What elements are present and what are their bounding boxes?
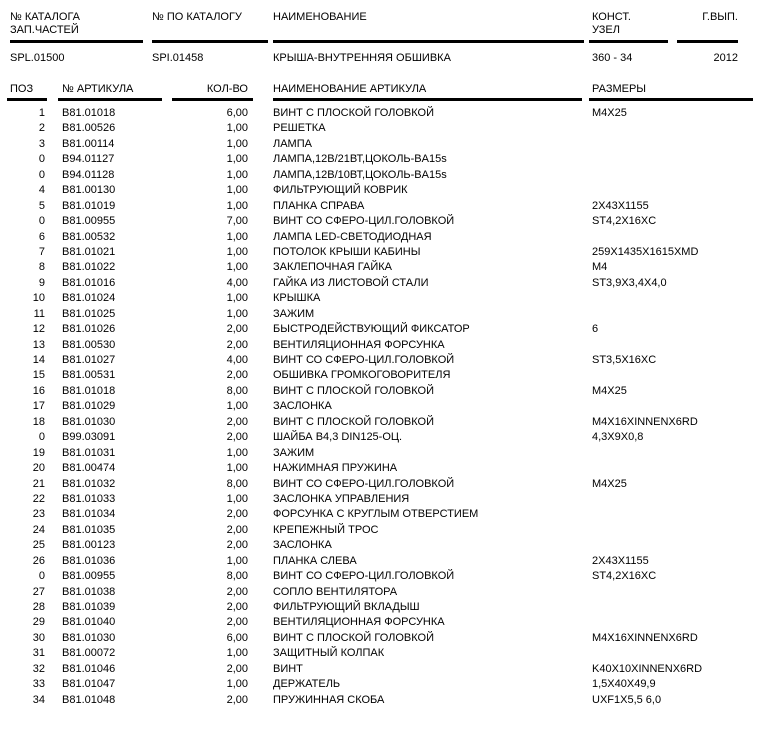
pos-cell: 19 <box>32 446 45 459</box>
item-name-cell: КРЕПЕЖНЫЙ ТРОС <box>273 523 379 536</box>
qty-cell: 1,00 <box>226 199 248 212</box>
table-row <box>0 137 769 152</box>
article-cell: B81.00530 <box>62 338 116 351</box>
table-row <box>0 368 769 383</box>
item-name-cell: ВИНТ СО СФЕРО-ЦИЛ.ГОЛОВКОЙ <box>273 477 455 490</box>
article-cell: B81.00532 <box>62 230 116 243</box>
pos-cell: 4 <box>38 184 45 197</box>
qty-cell: 1,00 <box>226 647 248 660</box>
size-cell: 2X43X1155 <box>592 554 649 567</box>
qty-cell: 2,00 <box>226 338 248 351</box>
divider <box>273 98 582 101</box>
table-row <box>0 569 769 584</box>
item-name-cell: ЗАКЛЕПОЧНАЯ ГАЙКА <box>273 261 392 274</box>
pos-cell: 13 <box>32 338 45 351</box>
qty-cell: 1,00 <box>226 492 248 505</box>
qty-cell: 2,00 <box>226 616 248 629</box>
qty-cell: 2,00 <box>226 662 248 675</box>
table-row <box>0 523 769 538</box>
pos-cell: 22 <box>32 492 45 505</box>
article-cell: B81.01035 <box>62 523 116 536</box>
article-cell: B81.00123 <box>62 539 116 552</box>
pos-cell: 11 <box>33 307 45 320</box>
pos-cell: 29 <box>32 616 45 629</box>
pos-cell: 30 <box>32 631 45 644</box>
item-name-cell: ПОТОЛОК КРЫШИ КАБИНЫ <box>273 245 421 258</box>
pos-cell: 18 <box>32 415 45 428</box>
size-cell: 4,3X9X0,8 <box>592 431 644 444</box>
qty-cell: 1,00 <box>226 245 248 258</box>
table-row <box>0 260 769 275</box>
qty-cell: 2,00 <box>226 323 248 336</box>
catalog-no-header-line2: ЗАП.ЧАСТЕЙ <box>10 23 79 36</box>
size-cell: M4X16XINNENX6RD <box>592 415 698 428</box>
qty-cell: 2,00 <box>226 601 248 613</box>
const-node-header-line1: КОНСТ. <box>592 11 631 23</box>
table-row <box>0 677 769 692</box>
qty-cell: 6,00 <box>226 107 248 119</box>
article-cell: B81.01048 <box>62 693 116 706</box>
pos-cell: 34 <box>32 693 45 706</box>
table-row <box>0 230 769 245</box>
article-cell: B94.01127 <box>62 153 115 166</box>
qty-cell: 2,00 <box>226 415 248 428</box>
article-cell: B81.00474 <box>62 462 116 475</box>
item-name-cell: ОБШИВКА ГРОМКОГОВОРИТЕЛЯ <box>273 369 451 382</box>
size-cell: M4X25 <box>592 107 627 119</box>
article-cell: B81.01021 <box>62 245 116 258</box>
item-name-cell: ДЕРЖАТЕЛЬ <box>273 678 341 691</box>
qty-cell: 2,00 <box>226 508 248 521</box>
size-cell: M4X25 <box>592 477 627 490</box>
qty-cell: 2,00 <box>226 369 248 382</box>
const-node-header <box>592 11 631 36</box>
pos-cell: 14 <box>32 354 45 366</box>
catalog-no-header-line1: № КАТАЛОГА <box>10 11 81 23</box>
pos-cell: 6 <box>38 230 45 243</box>
pos-cell: 0 <box>38 570 45 583</box>
divider <box>7 98 47 101</box>
qty-cell: 8,00 <box>226 570 248 583</box>
article-cell: B81.00072 <box>62 647 116 660</box>
pos-cell: 16 <box>32 384 45 397</box>
qty-cell: 1,00 <box>226 122 248 135</box>
table-row <box>0 199 769 214</box>
qty-cell: 2,00 <box>226 523 248 536</box>
item-name-cell: ЛАМПА,12В/10ВТ,ЦОКОЛЬ-BA15s <box>273 168 447 181</box>
article-cell: B81.01034 <box>62 508 116 521</box>
item-name-cell: ВИНТ СО СФЕРО-ЦИЛ.ГОЛОВКОЙ <box>273 215 455 228</box>
article-cell: B81.01040 <box>62 616 116 629</box>
article-cell: B81.01031 <box>62 446 116 459</box>
name-header: НАИМЕНОВАНИЕ <box>273 11 367 23</box>
const-node-header-line2: УЗЕЛ <box>592 23 620 36</box>
qty-cell: 1,00 <box>226 153 248 166</box>
qty-cell: 1,00 <box>226 184 248 197</box>
pos-cell: 26 <box>32 554 45 567</box>
item-name-cell: ЗАСЛОНКА УПРАВЛЕНИЯ <box>273 492 410 505</box>
article-cell: B81.01030 <box>62 631 116 644</box>
table-row <box>0 322 769 337</box>
divider <box>589 98 753 101</box>
item-name-cell: ЗАЖИМ <box>273 307 315 320</box>
table-row <box>0 245 769 260</box>
by-catalog-header: № ПО КАТАЛОГУ <box>152 11 242 23</box>
qty-cell: 1,00 <box>226 292 248 305</box>
pos-cell: 3 <box>38 137 45 150</box>
table-row <box>0 693 769 708</box>
item-name-cell: КРЫШКА <box>273 292 321 305</box>
article-cell: B81.00526 <box>62 122 116 135</box>
article-cell: B81.01027 <box>62 354 116 366</box>
table-row <box>0 384 769 399</box>
pos-cell: 27 <box>32 585 45 598</box>
table-row <box>0 121 769 136</box>
pos-cell: 2 <box>38 122 45 135</box>
size-cell: ST4,2X16XC <box>592 215 657 228</box>
size-cell: M4X16XINNENX6RD <box>592 631 698 644</box>
item-name-cell: ПЛАНКА СЛЕВА <box>273 554 357 567</box>
size-cell: K40X10XINNENX6RD <box>592 662 703 675</box>
table-row <box>0 477 769 492</box>
pos-cell: 20 <box>32 462 45 475</box>
item-name-cell: ВИНТ С ПЛОСКОЙ ГОЛОВКОЙ <box>273 384 435 397</box>
size-cell: 259X1435X1615XMD <box>592 245 699 258</box>
article-cell: B81.00114 <box>62 137 115 150</box>
qty-cell: 1,00 <box>226 261 248 274</box>
pos-cell: 0 <box>38 431 45 444</box>
item-name-cell: ШАЙБА B4,3 DIN125-ОЦ. <box>273 431 403 444</box>
pos-cell: 12 <box>32 323 45 336</box>
article-cell: B81.00955 <box>62 215 116 228</box>
item-name-cell: ВИНТ СО СФЕРО-ЦИЛ.ГОЛОВКОЙ <box>273 570 455 583</box>
item-name-cell: ВЕНТИЛЯЦИОННАЯ ФОРСУНКА <box>273 338 445 351</box>
table-row <box>0 106 769 121</box>
catalog-no-value: SPL.01500 <box>10 52 65 64</box>
article-cell: B81.01024 <box>62 292 116 305</box>
article-cell: B81.01016 <box>62 276 116 289</box>
article-cell: B81.01030 <box>62 415 116 428</box>
catalog-no-header <box>10 11 80 36</box>
article-cell: B81.01018 <box>62 107 116 119</box>
qty-cell: 1,00 <box>226 400 248 413</box>
qty-cell: 1,00 <box>226 168 248 181</box>
article-cell: B81.01019 <box>62 199 116 212</box>
table-row <box>0 446 769 461</box>
qty-cell: 1,00 <box>226 678 248 691</box>
size-cell: ST4,2X16XC <box>592 570 657 583</box>
divider <box>677 40 738 43</box>
item-name-cell: ВИНТ С ПЛОСКОЙ ГОЛОВКОЙ <box>273 631 435 644</box>
qty-cell: 1,00 <box>226 462 248 475</box>
item-name-cell: ЗАЩИТНЫЙ КОЛПАК <box>273 647 385 660</box>
item-name-cell: ФОРСУНКА С КРУГЛЫМ ОТВЕРСТИЕМ <box>273 508 479 521</box>
article-cell: B81.00955 <box>62 570 116 583</box>
item-name-column-header: НАИМЕНОВАНИЕ АРТИКУЛА <box>273 83 427 95</box>
item-name-cell: РЕШЕТКА <box>273 122 326 135</box>
size-cell: UXF1X5,5 6,0 <box>592 693 662 706</box>
size-column-header: РАЗМЕРЫ <box>592 83 647 95</box>
table-row <box>0 291 769 306</box>
pos-cell: 28 <box>32 601 45 613</box>
article-cell: B99.03091 <box>62 431 116 444</box>
table-row <box>0 585 769 600</box>
pos-cell: 31 <box>32 647 45 660</box>
item-name-cell: ПЛАНКА СПРАВА <box>273 199 365 212</box>
item-name-cell: ЛАМПА,12В/21ВТ,ЦОКОЛЬ-BA15s <box>273 153 447 166</box>
qty-cell: 2,00 <box>226 693 248 706</box>
item-name-cell: ВИНТ С ПЛОСКОЙ ГОЛОВКОЙ <box>273 415 435 428</box>
qty-cell: 2,00 <box>226 431 248 444</box>
table-row <box>0 554 769 569</box>
year-header: Г.ВЫП. <box>702 11 738 23</box>
table-row <box>0 615 769 630</box>
pos-cell: 32 <box>32 662 45 675</box>
article-cell: B81.00531 <box>62 369 116 382</box>
pos-cell: 0 <box>38 153 45 166</box>
table-row <box>0 214 769 229</box>
pos-cell: 10 <box>32 292 45 305</box>
qty-cell: 2,00 <box>226 585 248 598</box>
size-cell: 2X43X1155 <box>592 199 649 212</box>
size-cell: M4 <box>592 261 608 274</box>
pos-cell: 0 <box>38 215 45 228</box>
article-column-header: № АРТИКУЛА <box>62 83 134 95</box>
qty-cell: 4,00 <box>226 276 248 289</box>
item-name-cell: НАЖИМНАЯ ПРУЖИНА <box>273 462 398 475</box>
item-name-cell: ЗАЖИМ <box>273 446 315 459</box>
article-cell: B81.01032 <box>62 477 116 490</box>
item-name-cell: ФИЛЬТРУЮЩИЙ ВКЛАДЫШ <box>273 601 420 613</box>
qty-cell: 4,00 <box>226 354 248 366</box>
size-cell: M4X25 <box>592 384 627 397</box>
parts-rows <box>0 106 769 708</box>
table-row <box>0 276 769 291</box>
table-row <box>0 307 769 322</box>
table-row <box>0 507 769 522</box>
size-cell: 6 <box>592 323 599 336</box>
item-name-cell: ЗАСЛОНКА <box>273 539 332 552</box>
qty-cell: 6,00 <box>226 631 248 644</box>
article-cell: B94.01128 <box>62 168 115 181</box>
table-row <box>0 430 769 445</box>
qty-cell: 1,00 <box>226 307 248 320</box>
qty-column-header: КОЛ-ВО <box>206 83 248 95</box>
size-cell: 1,5X40X49,9 <box>592 678 656 691</box>
divider <box>10 40 143 43</box>
pos-cell: 1 <box>38 107 45 119</box>
article-cell: B81.01036 <box>62 554 116 567</box>
divider <box>152 40 268 43</box>
const-node-value: 360 - 34 <box>592 52 633 64</box>
size-cell: ST3,5X16XC <box>592 354 657 366</box>
pos-cell: 5 <box>38 199 45 212</box>
pos-cell: 21 <box>32 477 45 490</box>
pos-cell: 23 <box>32 508 45 521</box>
table-row <box>0 183 769 198</box>
table-row <box>0 538 769 553</box>
qty-cell: 1,00 <box>226 446 248 459</box>
qty-cell: 1,00 <box>226 554 248 567</box>
table-row <box>0 168 769 183</box>
article-cell: B81.01025 <box>62 307 116 320</box>
divider <box>58 98 162 101</box>
table-row <box>0 338 769 353</box>
item-name-cell: СОПЛО ВЕНТИЛЯТОРА <box>273 585 398 598</box>
pos-column-header: ПОЗ <box>10 83 34 95</box>
assembly-name-value: КРЫША-ВНУТРЕННЯЯ ОБШИВКА <box>273 52 451 64</box>
qty-cell: 1,00 <box>226 137 248 150</box>
qty-cell: 2,00 <box>226 539 248 552</box>
article-cell: B81.01026 <box>62 323 116 336</box>
pos-cell: 8 <box>38 261 45 274</box>
item-name-cell: ЛАМПА LED-СВЕТОДИОДНАЯ <box>273 230 432 243</box>
article-cell: B81.01046 <box>62 662 116 675</box>
item-name-cell: ГАЙКА ИЗ ЛИСТОВОЙ СТАЛИ <box>273 276 429 289</box>
table-row <box>0 353 769 368</box>
article-cell: B81.01038 <box>62 585 116 598</box>
divider <box>273 40 584 43</box>
pos-cell: 24 <box>32 523 45 536</box>
qty-cell: 7,00 <box>226 215 248 228</box>
table-row <box>0 492 769 507</box>
qty-cell: 8,00 <box>226 477 248 490</box>
article-cell: B81.01018 <box>62 384 116 397</box>
article-cell: B81.01047 <box>62 678 116 691</box>
divider <box>589 40 668 43</box>
size-cell: ST3,9X3,4X4,0 <box>592 276 667 289</box>
table-row <box>0 631 769 646</box>
item-name-cell: ВЕНТИЛЯЦИОННАЯ ФОРСУНКА <box>273 616 445 629</box>
pos-cell: 9 <box>38 276 45 289</box>
table-row <box>0 646 769 661</box>
article-cell: B81.01039 <box>62 601 116 613</box>
by-catalog-value: SPI.01458 <box>152 52 204 64</box>
table-row <box>0 461 769 476</box>
divider <box>172 98 253 101</box>
item-name-cell: ВИНТ СО СФЕРО-ЦИЛ.ГОЛОВКОЙ <box>273 354 455 366</box>
qty-cell: 8,00 <box>226 384 248 397</box>
item-name-cell: ВИНТ С ПЛОСКОЙ ГОЛОВКОЙ <box>273 107 435 119</box>
table-row <box>0 415 769 430</box>
article-cell: B81.01029 <box>62 400 116 413</box>
table-row <box>0 399 769 414</box>
article-cell: B81.01033 <box>62 492 116 505</box>
pos-cell: 15 <box>32 369 45 382</box>
pos-cell: 17 <box>32 400 45 413</box>
pos-cell: 7 <box>38 245 45 258</box>
pos-cell: 33 <box>32 678 45 691</box>
year-value: 2012 <box>713 52 738 64</box>
item-name-cell: ЛАМПА <box>273 137 312 150</box>
article-cell: B81.01022 <box>62 261 116 274</box>
table-row <box>0 662 769 677</box>
item-name-cell: ЗАСЛОНКА <box>273 400 332 413</box>
article-cell: B81.00130 <box>62 184 116 197</box>
table-row <box>0 152 769 167</box>
item-name-cell: БЫСТРОДЕЙСТВУЮЩИЙ ФИКСАТОР <box>273 323 470 336</box>
pos-cell: 0 <box>38 168 45 181</box>
pos-cell: 25 <box>32 539 45 552</box>
item-name-cell: ФИЛЬТРУЮЩИЙ КОВРИК <box>273 184 408 197</box>
table-row <box>0 600 769 615</box>
item-name-cell: ВИНТ <box>273 662 303 675</box>
item-name-cell: ПРУЖИННАЯ СКОБА <box>273 693 385 706</box>
qty-cell: 1,00 <box>226 230 248 243</box>
